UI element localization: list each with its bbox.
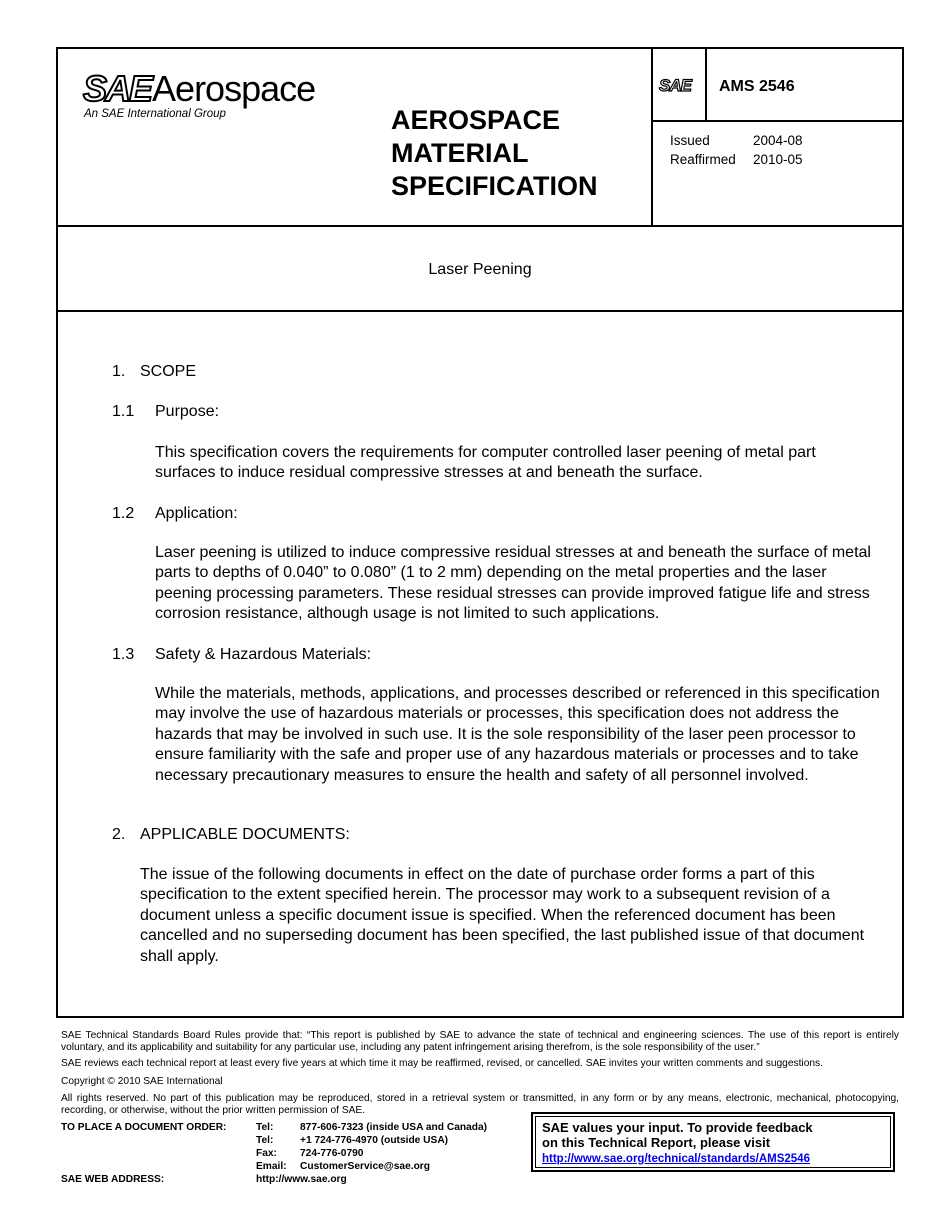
document-number: AMS 2546 xyxy=(719,78,795,95)
issue-dates xyxy=(670,131,803,169)
reaffirmed-label: Reaffirmed xyxy=(670,152,736,167)
document-subject: Laser Peening xyxy=(428,261,532,278)
section-number: 1.2 xyxy=(112,505,135,522)
order-labels xyxy=(61,1121,226,1186)
email-label: Email: xyxy=(256,1161,287,1172)
section-number: 1. xyxy=(112,363,126,380)
footer-rights: All rights reserved. No part of this publication may be reproduced, stored in a retrieval system or transmitted, in any form or by any means, electronic, mechanical, photocopying, recording, or otherwise, without the prior written permission of SAE. xyxy=(61,1093,899,1116)
docno-divider xyxy=(652,120,904,122)
section-number: 1.3 xyxy=(112,646,135,663)
issued-label: Issued xyxy=(670,133,710,148)
web-address-link[interactable]: http://www.sae.org xyxy=(256,1174,347,1185)
footer-copyright: Copyright © 2010 SAE International xyxy=(61,1076,223,1087)
phone-number-usa[interactable]: 877-606-7323 (inside USA and Canada) xyxy=(300,1122,488,1133)
section-title: Purpose: xyxy=(155,403,220,420)
title-line-1: AEROSPACE xyxy=(391,105,561,135)
section-number: 1.1 xyxy=(112,403,135,420)
section-title: APPLICABLE DOCUMENTS: xyxy=(140,826,350,843)
feedback-line-2: on this Technical Report, please visit xyxy=(542,1135,771,1150)
title-line-2: MATERIAL xyxy=(391,138,529,168)
section-title: SCOPE xyxy=(140,363,197,380)
order-label: TO PLACE A DOCUMENT ORDER: xyxy=(61,1122,227,1133)
subject-divider xyxy=(58,310,902,312)
header-vertical-divider xyxy=(651,49,653,227)
title-line-3: SPECIFICATION xyxy=(391,171,598,201)
section-title: Safety & Hazardous Materials: xyxy=(155,646,372,663)
section-2-heading xyxy=(112,825,350,845)
sae-mini-logo: SAE xyxy=(659,76,691,95)
header-divider xyxy=(58,225,902,227)
tel-label: Tel: xyxy=(256,1135,274,1146)
logo-sae-text: SAE xyxy=(83,68,152,109)
section-1-1-heading xyxy=(112,402,219,422)
docno-vertical-divider xyxy=(705,49,707,121)
order-contact-info xyxy=(256,1121,487,1186)
logo-aerospace-text: Aerospace xyxy=(152,68,316,109)
section-1-2-text: Laser peening is utilized to induce compressive residual stresses at and beneath the surface of metal parts to depths of 0.040” to 0.080” (1 to 2 mm) depending on the metal properties and the laser peening processing parameters. These residual stresses can provide improved fatigue life and stress corrosion resistance, although usage is not limited to such applications. xyxy=(155,544,871,623)
section-title: Application: xyxy=(155,505,238,522)
section-1-1-text: This specification covers the requirements for computer controlled laser peening of metal part surfaces to induce residual compressive stresses at and beneath the surface. xyxy=(155,444,816,482)
section-number: 2. xyxy=(112,826,126,843)
email-address[interactable]: CustomerService@sae.org xyxy=(300,1161,430,1172)
reaffirmed-date: 2010-05 xyxy=(753,152,803,167)
fax-label: Fax: xyxy=(256,1148,277,1159)
sae-aerospace-logo xyxy=(83,68,323,120)
feedback-box xyxy=(531,1112,895,1172)
issued-date: 2004-08 xyxy=(753,133,803,148)
section-1-3-text: While the materials, methods, applications, and processes described or referenced in this specification may involve the use of hazardous materials or processes, this specification does not address the hazards that may be involved in such use. It is the sole responsibility of the laser peen processor to ensure familiarity with the safe and proper use of any hazardous materials or processes and to take necessary precautionary measures to ensure the health and safety of all personnel involved. xyxy=(155,685,880,784)
footer-review: SAE reviews each technical report at least every five years at which time it may be reaffirmed, revised, or cancelled. SAE invites your written comments and suggestions. xyxy=(61,1058,823,1069)
document-type-title xyxy=(391,104,598,203)
section-1-heading xyxy=(112,362,196,382)
feedback-line-1: SAE values your input. To provide feedback xyxy=(542,1120,813,1135)
feedback-link[interactable]: http://www.sae.org/technical/standards/AMS2546 xyxy=(542,1153,810,1165)
tel-label: Tel: xyxy=(256,1122,274,1133)
section-1-3-heading xyxy=(112,645,371,665)
footer-rules: SAE Technical Standards Board Rules provide that: “This report is published by SAE to advance the state of technical and engineering sciences. The use of this report is entirely voluntary, and its applicability and suitability for any particular use, including any patent infringement arising therefrom, is the sole responsibility of the user.” xyxy=(61,1030,899,1053)
web-address-label: SAE WEB ADDRESS: xyxy=(61,1174,165,1185)
phone-number-intl[interactable]: +1 724-776-4970 (outside USA) xyxy=(300,1135,449,1146)
section-1-2-heading xyxy=(112,504,238,524)
section-2-text: The issue of the following documents in effect on the date of purchase order forms a part of this specification to the extent specified herein. The processor may work to a subsequent revision of a document unless a specific document issue is specified. When the referenced document has been cancelled and no superseding document has been specified, the last published issue of that document shall apply. xyxy=(140,866,865,965)
fax-number: 724-776-0790 xyxy=(300,1148,364,1159)
logo-tagline: An SAE International Group xyxy=(84,108,226,120)
